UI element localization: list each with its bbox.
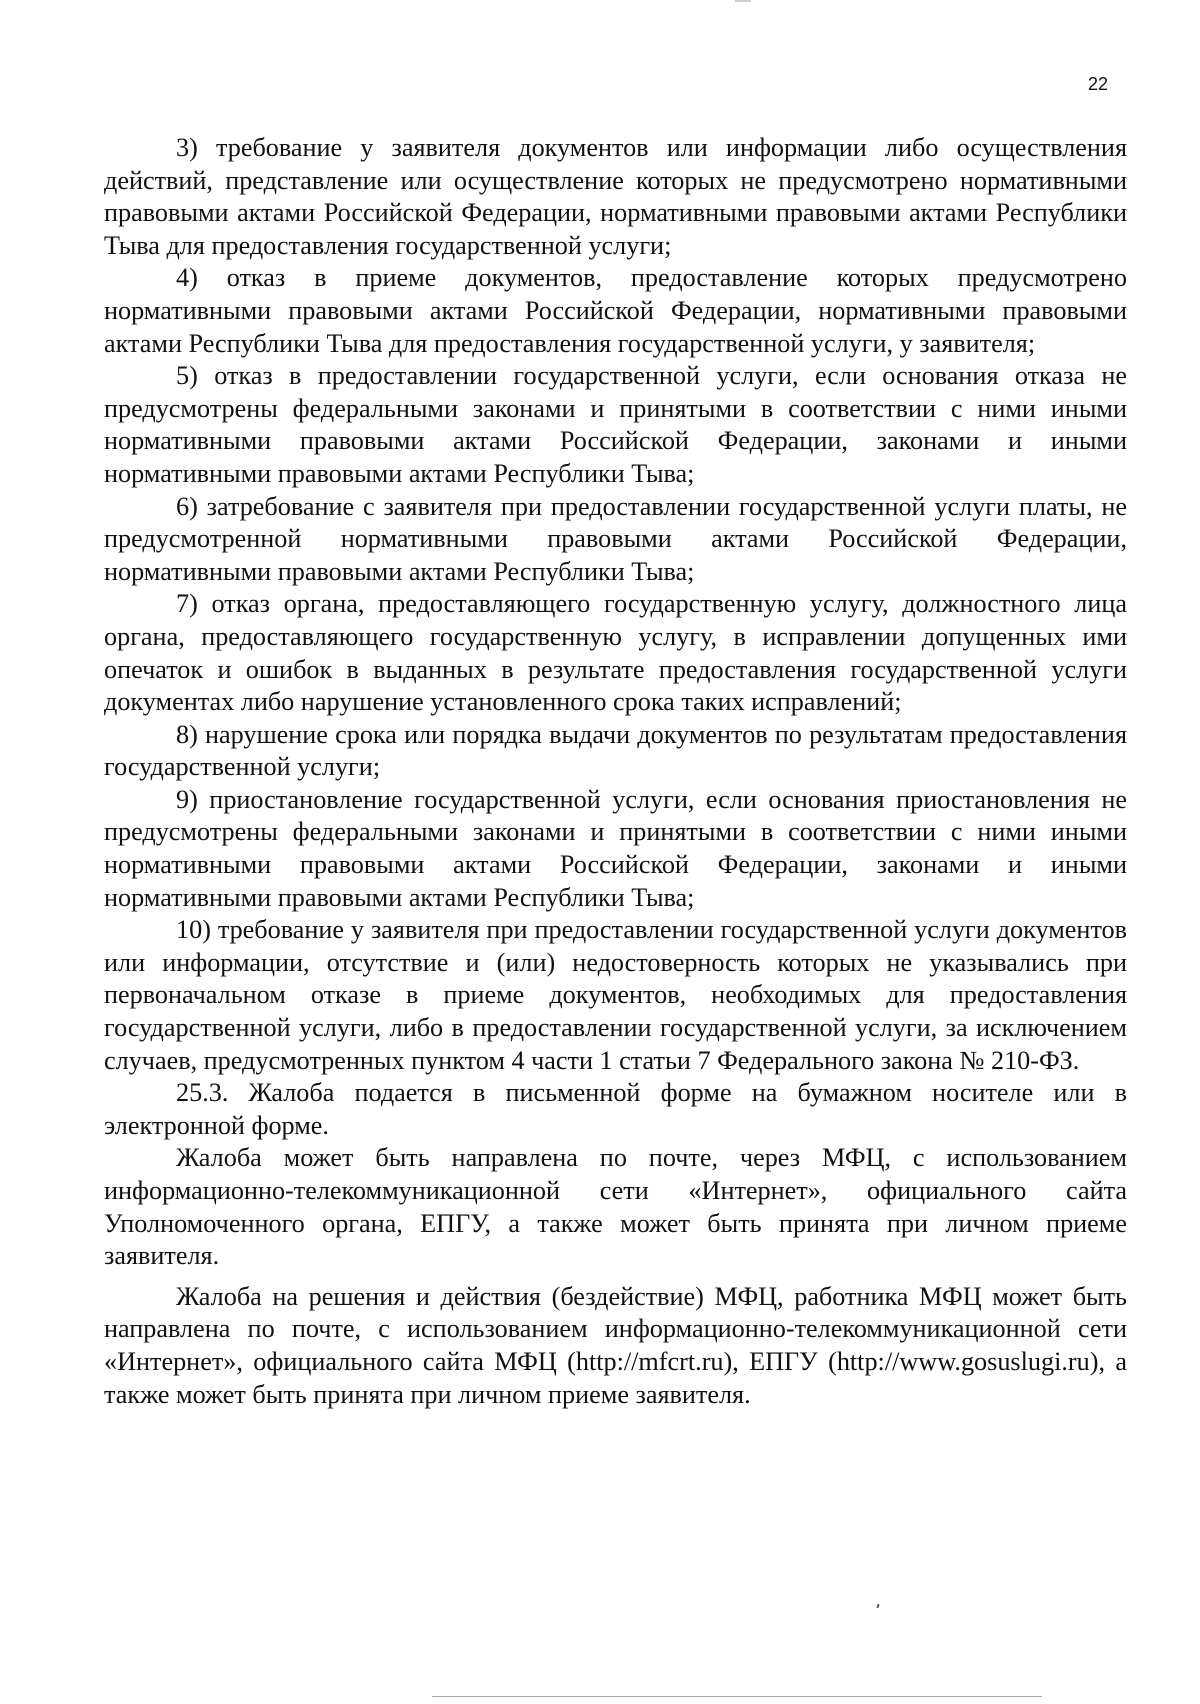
scan-speck [876,1604,879,1608]
document-body [104,132,1127,1411]
section-25-3: 25.3. Жалоба подается в письменной форме на бумажном носителе или в электронной форме. [104,1078,1127,1140]
list-item-3: 3) требование у заявителя документов или информации либо осуществления действий, представление или осуществление которых не предусмотрено нормативными правовыми актами Российской Федерации, нормативными правовыми актами Республики Тыва для предоставления государственной услуги; [104,133,1127,260]
list-item-8: 8) нарушение срока или порядка выдачи документов по результатам предоставления государственной услуги; [104,719,1127,782]
list-item-9: 9) приостановление государственной услуги, если основания приостановления не предусмотрены федеральными законами и принятыми в соответствии с ними иными нормативными правовыми актами Российской Федерации, законами и иными нормативными правовыми актами Республики Тыва; [104,784,1127,912]
scan-bottom-line [432,1696,1042,1697]
mfc-complaint-paragraph: Жалоба на решения и действия (бездействие) МФЦ, работника МФЦ может быть направлена по почте, с использованием информационно-телекоммуникационной сети «Интернет», официального сайта МФЦ (http://mfcrt.ru), ЕПГУ (http://www.gosuslugi.ru), а также может быть принята при личном приеме заявителя. [104,1281,1127,1409]
page-number: 22 [1087,74,1108,94]
list-item-10: 10) требование у заявителя при предоставлении государственной услуги документов или информации, отсутствие и (или) недостоверность которых не указывались при первоначальном отказе в приеме документов, необходимых для предоставления государственной услуги, либо в предоставлении государственной услуги, за исключением случаев, предусмотренных пунктом 4 части 1 статьи 7 Федерального закона № 210-ФЗ. [104,915,1127,1075]
complaint-delivery-paragraph: Жалоба может быть направлена по почте, через МФЦ, с использованием информационно-телекоммуникационной сети «Интернет», официального сайта Уполномоченного органа, ЕПГУ, а также может быть принята при личном приеме заявителя. [104,1143,1127,1271]
scan-top-mark [735,0,751,2]
list-item-6: 6) затребование с заявителя при предоставлении государственной услуги платы, не предусмотренной нормативными правовыми актами Российской Федерации, нормативными правовыми актами Республики Тыва; [104,491,1127,586]
paragraph-gap [104,1273,1127,1281]
list-item-5: 5) отказ в предоставлении государственной услуги, если основания отказа не предусмотрены федеральными законами и принятыми в соответствии с ними иными нормативными правовыми актами Российской Федерации, законами и иными нормативными правовыми актами Республики Тыва; [104,361,1127,488]
list-item-7: 7) отказ органа, предоставляющего государственную услугу, должностного лица органа, предоставляющего государственную услугу, в исправлении допущенных ими опечаток и ошибок в выданных в результате предоставления государственной услуги документах либо нарушение установленного срока таких исправлений; [104,589,1127,717]
list-item-4: 4) отказ в приеме документов, предоставление которых предусмотрено нормативными правовыми актами Российской Федерации, нормативными правовыми актами Республики Тыва для предоставления государственной услуги, у заявителя; [104,263,1127,358]
